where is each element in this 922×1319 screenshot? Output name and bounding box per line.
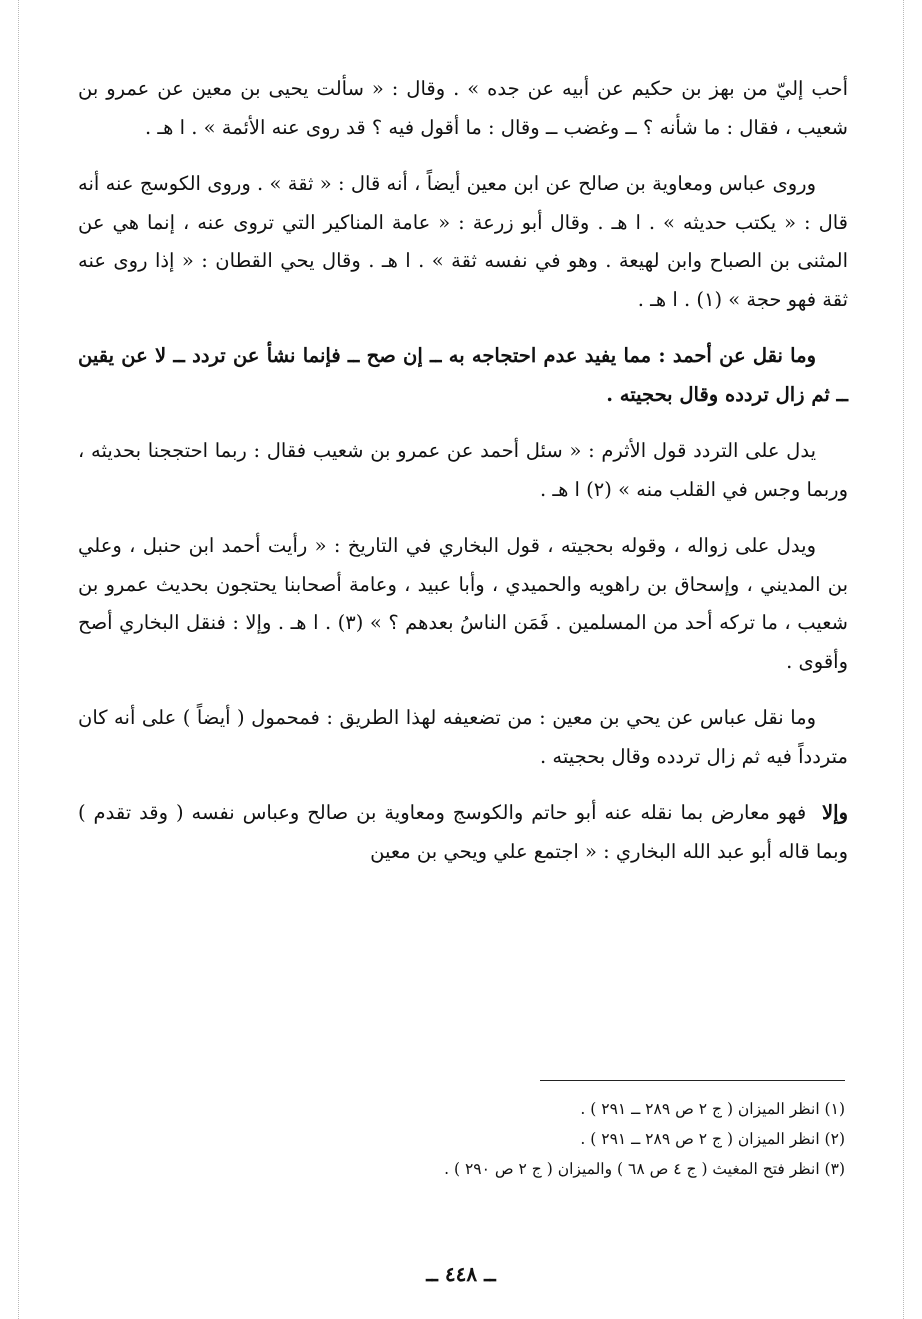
paragraph-7-lead: وإلا <box>822 801 848 824</box>
footnotes <box>300 1094 845 1184</box>
footnote-3: (٣) انظر فتح المغيث ( ج ٤ ص ٦٨ ) والميزان ( ج ٢ ص ٢٩٠ ) . <box>444 1160 845 1178</box>
paragraph-1: أحب إليّ من بهز بن حكيم عن أبيه عن جده » . وقال : « سألت يحيى بن معين عن عمرو بن شعيب ، فقال : ما شأنه ؟ ــ وغضب ــ وقال : ما أقول فيه ؟ قد روى عنه الأئمة » . ا هـ . <box>78 77 848 139</box>
paragraph-7-text: فهو معارض بما نقله عنه أبو حاتم والكوسج ومعاوية بن صالح وعباس نفسه ( وقد تقدم ) وبما قاله أبو عبد الله البخاري : « اجتمع علي ويحي بن معين <box>78 801 848 863</box>
page-number: ــ ٤٤٨ ــ <box>426 1262 496 1286</box>
footnote-divider <box>540 1080 845 1081</box>
paragraph-6: وما نقل عباس عن يحي بن معين : من تضعيفه لهذا الطريق : فمحمول ( أيضاً ) على أنه كان متردداً فيه ثم زال تردده وقال بحجيته . <box>78 706 848 768</box>
footnote-2: (٢) انظر الميزان ( ج ٢ ص ٢٨٩ ــ ٢٩١ ) . <box>580 1130 845 1148</box>
page-body <box>78 70 848 889</box>
paragraph-2: وروى عباس ومعاوية بن صالح عن ابن معين أيضاً ، أنه قال : « ثقة » . وروى الكوسج عنه أنه قال : « يكتب حديثه » . ا هـ . وقال أبو زرعة : « عامة المناكير التي تروى عنه ، إنما هي عن المثنى بن الصباح وابن لهيعة . وهو في نفسه ثقة » . ا هـ . وقال يحي القطان : « إذا روى عنه ثقة فهو حجة » (١) . ا هـ . <box>78 172 848 311</box>
paragraph-4: يدل على التردد قول الأثرم : « سئل أحمد عن عمرو بن شعيب فقال : ربما احتججنا بحديثه ، وربما وجس في القلب منه » (٢) ا هـ . <box>78 439 848 501</box>
paragraph-7 <box>78 794 848 871</box>
paragraph-3: وما نقل عن أحمد : مما يفيد عدم احتجاجه به ــ إن صح ــ فإنما نشأ عن تردد ــ لا عن يقين ــ ثم زال تردده وقال بحجيته . <box>78 344 848 406</box>
paragraph-5: ويدل على زواله ، وقوله بحجيته ، قول البخاري في التاريخ : « رأيت أحمد ابن حنبل ، وعلي بن المديني ، وإسحاق بن راهويه والحميدي ، وأبا عبيد ، وعامة أصحابنا يحتجون بحديث عمرو بن شعيب ، ما تركه أحد من المسلمين . فَمَن الناسُ بعدهم ؟ » (٣) . ا هـ . وإلا : فنقل البخاري أصح وأقوى . <box>78 534 848 673</box>
scan-artifact-right <box>903 0 904 1319</box>
scan-artifact-left <box>18 0 19 1319</box>
footnote-1: (١) انظر الميزان ( ج ٢ ص ٢٨٩ ــ ٢٩١ ) . <box>580 1100 845 1118</box>
